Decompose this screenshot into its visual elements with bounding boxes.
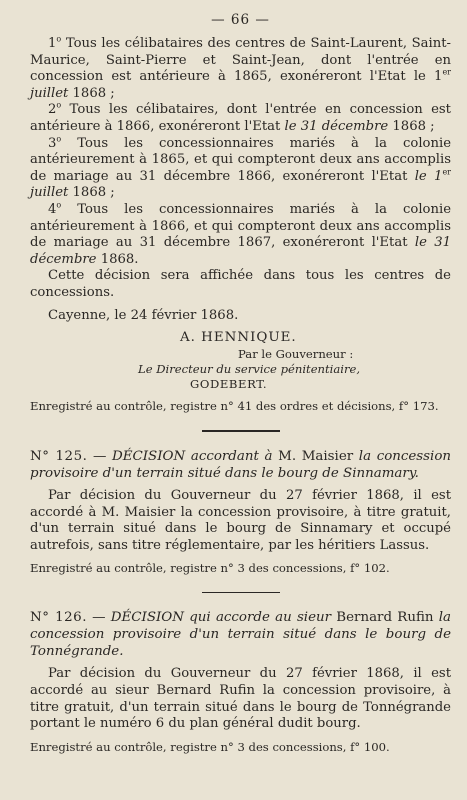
section-exoneration-list <box>30 36 451 414</box>
page-number: — 66 — <box>211 12 270 28</box>
item-label: 3 <box>48 135 57 151</box>
divider <box>202 430 280 432</box>
registration-note: Enregistré au contrôle, registre n° 41 des ordres et décisions, f° 173. <box>30 399 439 414</box>
section-decision-125 <box>30 448 451 576</box>
decision-person: M. Maisier <box>278 449 354 465</box>
list-item-1: 1$^o$ Tous les célibataires des centres de Saint-Laurent, Saint-Maurice, Saint-Pierre et Saint-Jean, dont l'entrée en concession est antérieure à 1865, exonéreront l'Etat le 1er juillet 1868 ; <box>30 34 451 101</box>
item-sup: er <box>442 67 451 77</box>
decision-number: N° 126. <box>30 610 87 626</box>
section-decision-126 <box>30 609 451 754</box>
item-text: Tous les célibataires, dont l'entrée en concession est antérieure à 1866, exonéreront l'Etat <box>30 102 451 134</box>
decision-body: Par décision du Gouverneur du 27 février 1868, il est accordé à M. Maisier la concession provisoire, à titre gratuit, d'un terrain situé dans le bourg de Sinnamary et occupé autrefois, sans titre réglementaire, par les héritiers Lassus. <box>30 488 451 553</box>
signature-name: A. HENNIQUE. <box>180 330 297 346</box>
item-label: 1 <box>48 36 57 51</box>
decision-lead: accordant à <box>185 449 279 465</box>
item-text: Tous les concessionnaires mariés à la colonie antérieurement à 1865, et qui compteront deux ans accomplis de mariage au 31 décembre 1866, exonéreront l'Etat <box>30 135 451 184</box>
list-item-2: 2$^o$ Tous les célibataires, dont l'entrée en concession est antérieure à 1866, exonéreront l'Etat le 31 décembre 1868 ; <box>30 100 451 134</box>
decision-person: Bernard Rufin <box>336 610 434 626</box>
decision-lead: qui accorde au sieur <box>184 610 337 626</box>
item-sup: er <box>442 167 451 177</box>
item-tail: 1868 ; <box>68 85 115 101</box>
decision-subject: la concession provisoire d'un terrain situé dans le bourg de Tonnégrande. <box>30 610 452 660</box>
list-item-4: 4$^o$ Tous les concessionnaires mariés à la colonie antérieurement à 1866, et qui compteront deux ans accomplis de mariage au 31 décembre 1867, exonéreront l'Etat le 31 décembre 1868. <box>30 200 451 267</box>
divider <box>202 592 280 593</box>
signature-director-name: GODEBERT. <box>190 377 268 392</box>
item-label: 4 <box>48 201 57 217</box>
decision-heading <box>30 609 451 660</box>
date-line: Cayenne, le 24 février 1868. <box>48 307 239 323</box>
item-label: 2 <box>48 102 57 118</box>
dash: — <box>86 610 111 626</box>
item-tail: 1868. <box>96 251 139 267</box>
registration-note: Enregistré au contrôle, registre n° 3 des concessions, f° 102. <box>30 561 390 576</box>
decision-body: Par décision du Gouverneur du 27 février 1868, il est accordé au sieur Bernard Rufin la concession provisoire, à titre gratuit, d'un terrain situé dans le bourg de Tonnégrande portant le numéro 6 du plan général dudit bourg. <box>30 666 451 732</box>
signature-director: Le Directeur du service pénitentiaire, <box>138 362 361 377</box>
decision-type: DÉCISION <box>112 449 186 465</box>
list-item-3: 3$^o$ Tous les concessionnaires mariés à la colonie antérieurement à 1865, et qui compteront deux ans accomplis de mariage au 31 décembre 1866, exonéreront l'Etat le 1er juillet 1868 ; <box>30 134 451 201</box>
closing-text: Cette décision sera affichée dans tous les centres de concessions. <box>30 268 451 300</box>
decision-heading <box>30 448 451 482</box>
item-tail: 1868 ; <box>388 118 435 134</box>
signature-by-line: Par le Gouverneur : <box>238 347 354 362</box>
registration-note: Enregistré au contrôle, registre n° 3 des concessions, f° 100. <box>30 739 390 754</box>
item-text: Tous les célibataires des centres de Saint-Laurent, Saint-Maurice, Saint-Pierre et Saint-Jean, dont l'entrée en concession est antérieure à 1865, exonéreront l'Etat le 1 <box>30 36 451 85</box>
item-italic: le 31 décembre <box>284 118 389 134</box>
item-italic: juillet <box>30 185 69 201</box>
item-italic: le 1 <box>414 168 443 184</box>
decision-subject: la concession provisoire d'un terrain situé dans le bourg de Sinnamary. <box>30 449 452 482</box>
item-tail: 1868 ; <box>68 185 115 201</box>
item-italic: juillet <box>30 85 69 101</box>
dash: — <box>87 449 113 465</box>
decision-number: N° 125. <box>30 449 88 465</box>
item-italic: le 31 décembre <box>30 235 451 267</box>
item-text: Tous les concessionnaires mariés à la colonie antérieurement à 1866, et qui compteront deux ans accomplis de mariage au 31 décembre 1867, exonéreront l'Etat <box>30 201 451 251</box>
decision-type: DÉCISION <box>110 610 185 626</box>
